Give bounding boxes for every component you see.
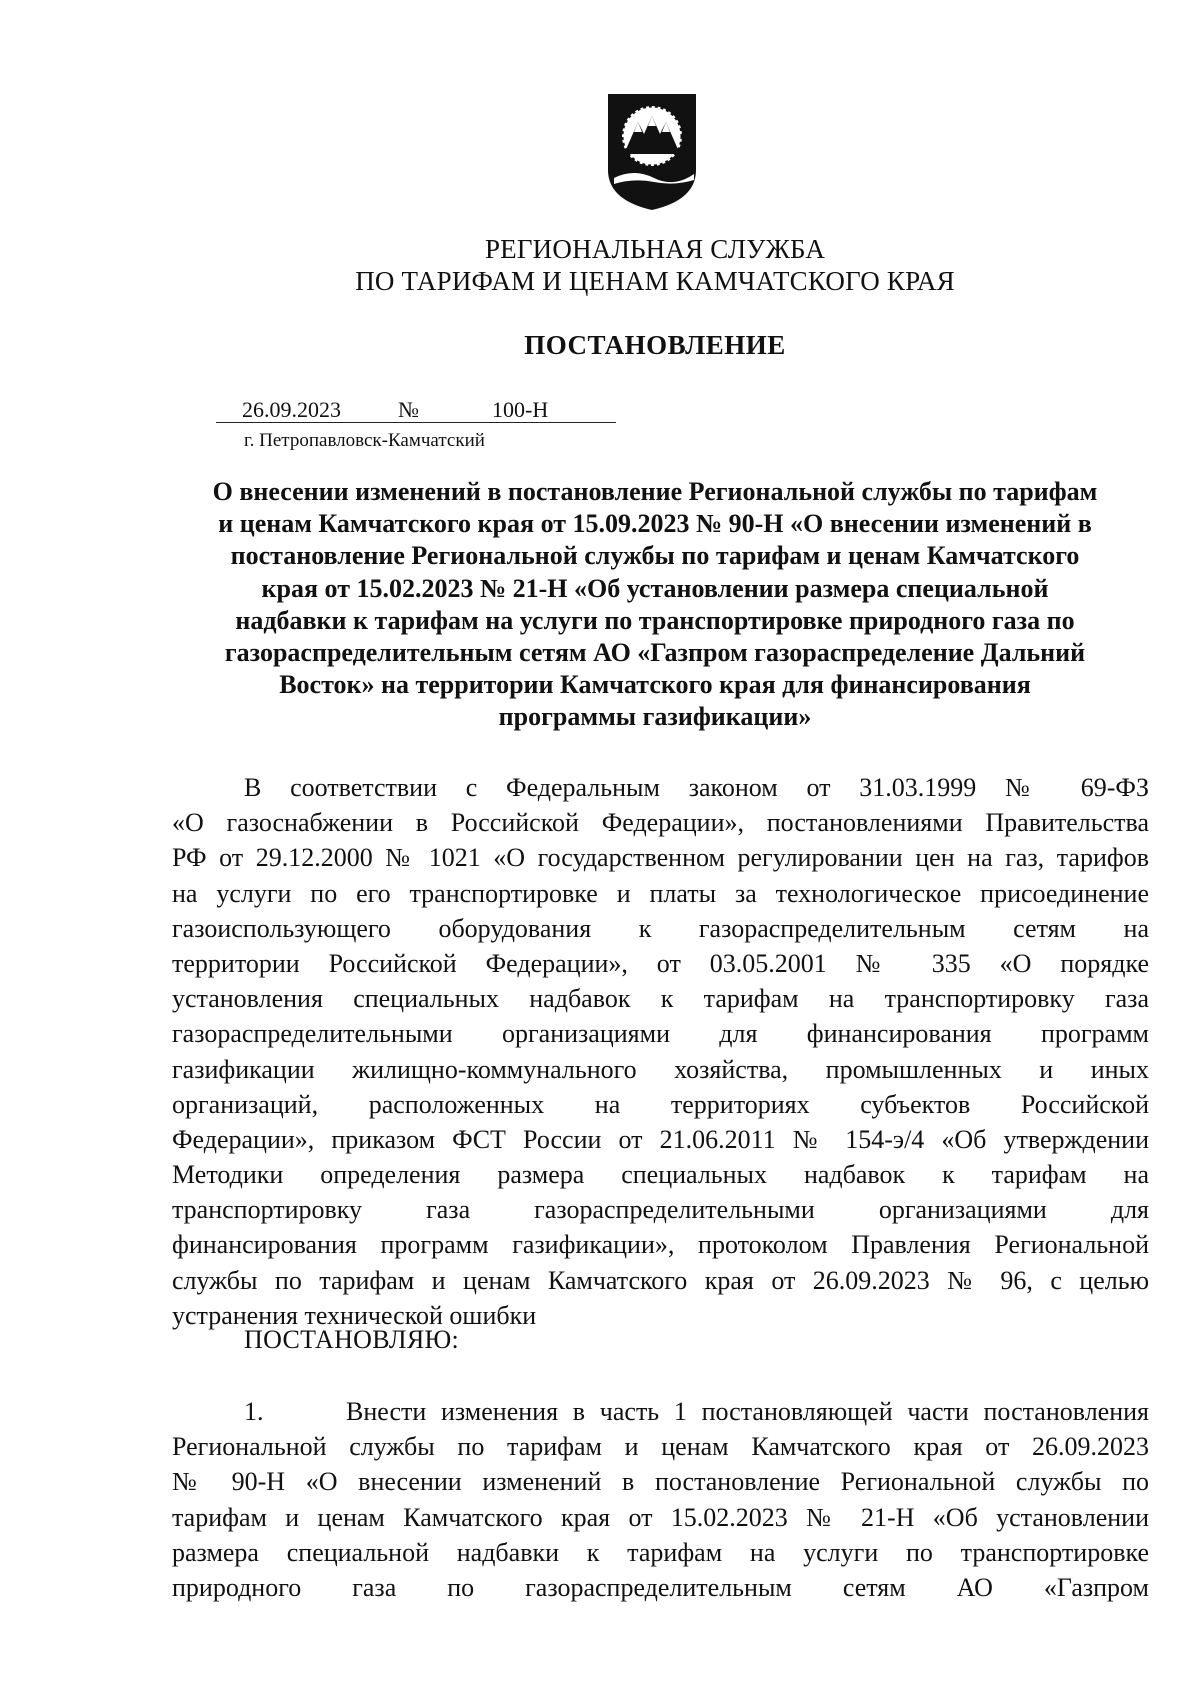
document-title	[160, 476, 1150, 734]
item-1-line: Региональной службы по тарифам и ценам Камчатского края от 26.09.2023	[172, 1432, 1149, 1462]
title-line: надбавки к тарифам на услуги по транспортировке природного газа по	[235, 605, 1075, 635]
item-1-paragraph	[172, 1394, 1149, 1605]
preamble-line: установления специальных надбавок к тарифам на транспортировку газа	[172, 984, 1149, 1014]
preamble-line: на услуги по его транспортировке и платы за технологическое присоединение	[172, 878, 1149, 908]
document-type-heading: ПОСТАНОВЛЕНИЕ	[524, 330, 786, 360]
preamble-line: газоиспользующего оборудования к газораспределительным сетям на	[172, 913, 1149, 943]
item-1-line: тарифам и ценам Камчатского края от 15.02.2023 № 21-Н «Об установлении	[172, 1502, 1149, 1532]
document-date: 26.09.2023	[242, 397, 341, 422]
org-name-line2: ПО ТАРИФАМ И ЦЕНАМ КАМЧАТСКОГО КРАЯ	[355, 266, 955, 296]
document-number: 100-Н	[492, 397, 549, 422]
title-line: Восток» на территории Камчатского края для финансирования	[279, 670, 1031, 700]
title-line: О внесении изменений в постановление Региональной службы по тарифам	[212, 477, 1098, 506]
preamble-line: Федерации», приказом ФСТ России от 21.06.2011 № 154-э/4 «Об утверждении	[172, 1124, 1149, 1154]
preamble-paragraph	[172, 770, 1149, 1333]
item-1-text: Внести изменения в часть 1 постановляющей части постановления	[346, 1397, 1149, 1426]
item-1-line: № 90-Н «О внесении изменений в постановление Региональной службы по	[172, 1467, 1149, 1497]
preamble-line: В соответствии с Федеральным законом от 31.03.1999 № 69-ФЗ	[244, 773, 1149, 802]
title-line: постановление Региональной службы по тарифам и ценам Камчатского	[230, 541, 1080, 571]
preamble-line: газификации жилищно-коммунального хозяйства, промышленных и иных	[172, 1054, 1149, 1084]
preamble-line: транспортировку газа газораспределительными организациями для	[172, 1195, 1149, 1225]
item-1-line: природного газа по газораспределительным сетям АО «Газпром	[172, 1572, 1149, 1602]
title-line: и ценам Камчатского края от 15.09.2023 № 90-Н «О внесении изменений в	[218, 509, 1092, 539]
title-line: края от 15.02.2023 № 21-Н «Об установлении размера специальной	[261, 573, 1049, 603]
decree-word: ПОСТАНОВЛЯЮ:	[244, 1325, 460, 1354]
preamble-line: «О газоснабжении в Российской Федерации», постановлениями Правительства	[172, 808, 1149, 838]
coat-of-arms-emblem	[604, 88, 700, 214]
preamble-line: Методики определения размера специальных надбавок к тарифам на	[172, 1160, 1149, 1190]
preamble-line: РФ от 29.12.2000 № 1021 «О государственном регулировании цен на газ, тарифов	[172, 843, 1149, 873]
registration-underline	[216, 422, 616, 423]
org-name-line1: РЕГИОНАЛЬНАЯ СЛУЖБА	[484, 234, 826, 264]
preamble-line: организаций, расположенных на территориях субъектов Российской	[172, 1089, 1149, 1119]
number-sign: №	[398, 397, 419, 422]
preamble-line: газораспределительными организациями для финансирования программ	[172, 1019, 1149, 1049]
item-number: 1.	[244, 1397, 264, 1426]
item-1-line: размера специальной надбавки к тарифам на услуги по транспортировке	[172, 1537, 1149, 1567]
preamble-line: устранения технической ошибки	[172, 1300, 537, 1330]
preamble-line: территории Российской Федерации», от 03.05.2001 № 335 «О порядке	[172, 948, 1149, 978]
preamble-line: службы по тарифам и ценам Камчатского края от 26.09.2023 № 96, с целью	[172, 1265, 1149, 1295]
title-line: газораспределительным сетям АО «Газпром газораспределение Дальний	[224, 638, 1086, 668]
title-line: программы газификации»	[498, 702, 812, 732]
item-1-first-line	[172, 1394, 1149, 1429]
preamble-line: финансирования программ газификации», протоколом Правления Региональной	[172, 1230, 1149, 1260]
document-city: г. Петропавловск-Камчатский	[244, 430, 485, 451]
